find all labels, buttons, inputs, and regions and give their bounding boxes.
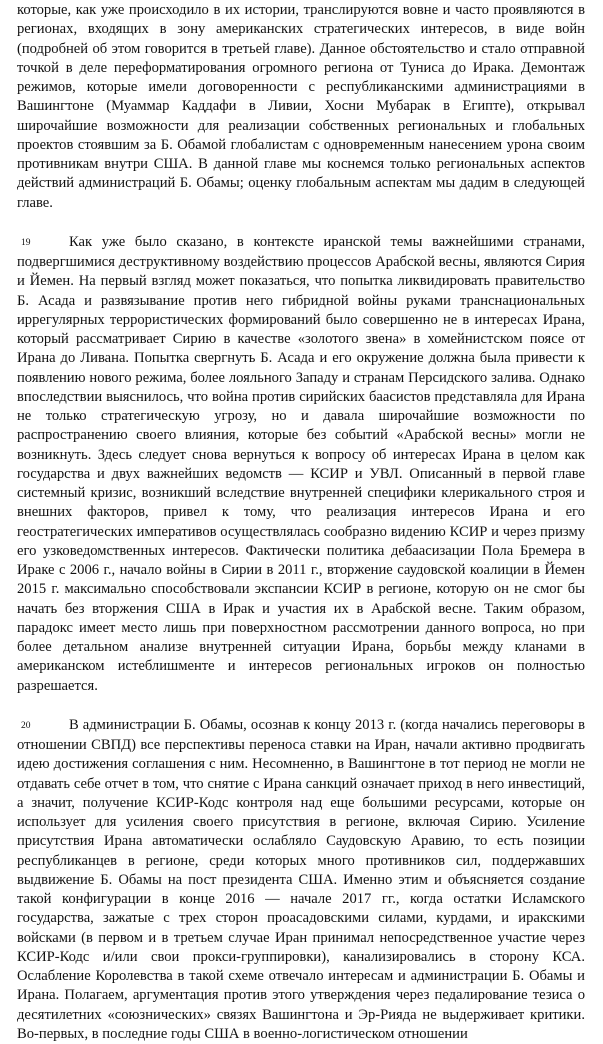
paragraph	[17, 233, 585, 696]
paragraph-text: Как уже было сказано, в контексте иранской темы важнейшими странами, подвергшимися деструктивному воздействию процессов Арабской весны, являются Сирия и Йемен. На первый взгляд может показаться, что попытка ликвидировать правительство Б. Асада и развязывание против него гибридной войны руками транснациональных иррегулярных террористических формирований было совершенно не в интересах Ирана, который рассматривает Сирию в качестве «золотого звена» в хомейнистском поясе от Ирана до Ливана. Попытка свергнуть Б. Асада и его окружение должна была привести к появлению нового режима, более лояльного Западу и странам Персидского залива. Однако впоследствии выяснилось, что война против сирийских баасистов представляла для Ирана не только стратегическую угрозу, но и давала широчайшие возможности по распространению своего влияния, которые без событий «Арабской весны» могли не возникнуть. Здесь следует снова вернуться к вопросу об интересах Ирана в целом как государства и двух важнейших ведомств — КСИР и УВЛ. Описанный в первой главе системный кризис, возникший вследствие внутренней специфики клерикального строя и внешних факторов, привел к тому, что реализация интересов Ирана и его геостратегических императивов осуществлялась сообразно видению КСИР и через призму его узковедомственных интересов. Фактически политика дебаасизации Пола Бремера в Ираке с 2006 г., начало войны в Сирии в 2011 г., вторжение саудовской коалиции в Йемен 2015 г. максимально способствовали экспансии КСИР в регионе, которую он не смог бы начать без вторжения США в Ирак и участия их в Арабской весне. Таким образом, парадокс имеет место лишь при поверхностном рассмотрении данного вопроса, но при более детальном анализе внутренней ситуации Ирана, борьбы между кланами в американском истеблишменте и интересов региональных игроков он полностью разрешается.	[17, 233, 585, 694]
paragraph-number: 20	[21, 720, 31, 731]
paragraph	[17, 716, 585, 1044]
paragraph-text: которые, как уже происходило в их истории, транслируются вовне и часто проявляются в регионах, входящих в зону американских стратегических интересов, в виде войн (подробней об этом говорится в третьей главе). Данное обстоятельство и стало отправной точкой в деле переформатирования огромного региона от Туниса до Ирака. Демонтаж режимов, которые имели договоренности с республиканскими администрациями в Вашингтоне (Муаммар Каддафи в Ливии, Хосни Мубарак в Египте), открывал широчайшие возможности для реализации собственных региональных и глобальных проектов стоявшим за Б. Обамой глобалистам с одновременным нанесением урона своим противникам внутри США. В данной главе мы коснемся только региональных аспектов действий администраций Б. Обамы; оценку глобальным аспектам мы дадим в следующей главе.	[17, 2, 585, 211]
paragraph	[17, 1, 585, 213]
document-page	[17, 0, 585, 1044]
paragraph-number: 19	[21, 237, 31, 248]
paragraph-text: В администрации Б. Обамы, осознав к концу 2013 г. (когда начались переговоры в отношении СВПД) все перспективы переноса ставки на Иран, начали активно продвигать идею достижения соглашения с ним. Несомненно, в Вашингтоне в тот период не могли не отдавать себе отчет в том, что снятие с Ирана санкций означает приход в него инвестиций, а значит, получение КСИР-Кодс контроля над еще большими ресурсами, которые он использует для усиления своего присутствия в регионе, включая Сирию. Усиление присутствия Ирана автоматически ослабляло Саудовскую Аравию, то есть позиции республиканцев в регионе, среди которых много противников сил, поддержавших выдвижение Б. Обамы на пост президента США. Именно этим и объясняется создание такой конфигурации в конце 2016 — начале 2017 гг., когда остатки Исламского государства, зажатые с трех сторон проасадовскими силами, курдами, и иракскими войсками (в первом и в третьем случае Иран принимал непосредственное участие через КСИР-Кодс и/или свои прокси-группировки), канализировались в сторону КСА. Ослабление Королевства в такой схеме отвечало интересам и администрации Б. Обамы и Ирана. Полагаем, аргументация против этого утверждения через педалирование тезиса о десятилетних «союзнических» связях Вашингтона и Эр-Рияда не выдерживает критики. Во-первых, в последние годы США в военно-логистическом отношении	[17, 716, 585, 1042]
